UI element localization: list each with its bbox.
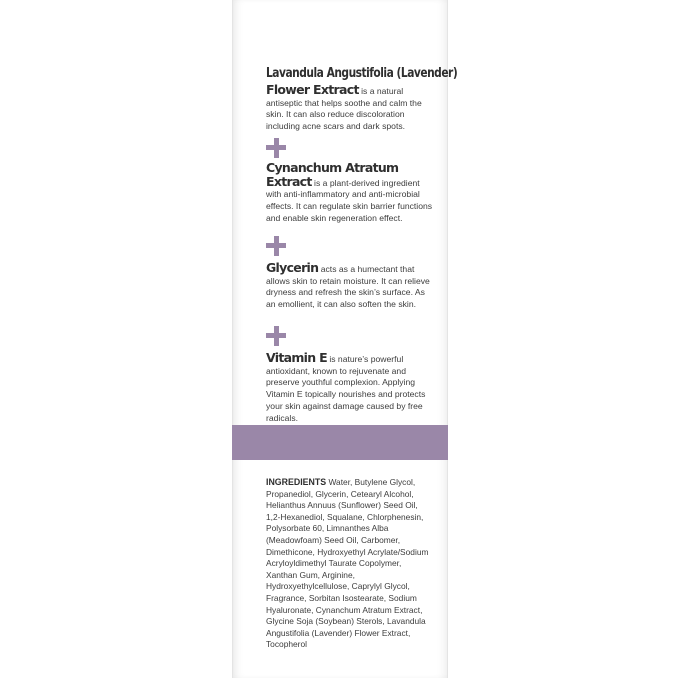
accent-band bbox=[232, 425, 448, 460]
plus-icon bbox=[266, 236, 286, 256]
ingredients-text: Water, Butylene Glycol, Propanediol, Glycerin, Cetearyl Alcohol, Helianthus Annuus (Sunflower) Seed Oil, 1,2-Hexanediol, Squalane, Chlorphenesin, Polysorbate 60, Limnanthes Alba (Meadowfoam) Seed Oil, Carbomer, Dimethicone, Hydroxyethyl Acrylate/Sodium Acryloyldimethyl Taurate Copolymer, Xanthan Gum, Arginine, Hydroxyethylcellulose, Caprylyl Glycol, Fragrance, Sorbitan Isostearate, Sodium Hyaluronate, Cynanchum Atratum Extract, Glycine Soja (Soybean) Sterols, Lavandula Angustifolia (Lavender) Flower Extract, Tocopherol bbox=[266, 477, 429, 650]
section-vitamin-e-text bbox=[266, 352, 434, 424]
plus-icon bbox=[266, 326, 286, 346]
section-glycerin-body: acts as a humectant that allows skin to retain moisture. It can relieve dryness and refresh the skin’s surface. As an emollient, it can also soften the skin. bbox=[266, 264, 430, 310]
box-edge-left bbox=[232, 0, 233, 678]
section-lavender-body: is a natural antiseptic that helps soothe and calm the skin. It can also reduce discoloration including acne scars and dark spots. bbox=[266, 86, 422, 132]
plus-icon bbox=[266, 138, 286, 158]
section-lavender bbox=[266, 64, 458, 133]
section-glycerin-lead: Glycerin bbox=[266, 260, 319, 275]
section-cynanchum-text bbox=[266, 162, 434, 225]
ingredients-label: INGREDIENTS bbox=[266, 477, 327, 487]
section-cynanchum-body: is a plant-derived ingredient with anti-inflammatory and anti-microbial effects. It can regulate skin barrier functions and enable skin regeneration effect. bbox=[266, 177, 433, 223]
section-vitamin-e-lead: Vitamin E bbox=[266, 350, 327, 365]
section-vitamin-e bbox=[266, 352, 434, 424]
ingredients-list bbox=[266, 477, 432, 651]
section-lavender-lead: Flower Extract bbox=[266, 82, 359, 97]
section-glycerin-text bbox=[266, 262, 434, 311]
section-cynanchum bbox=[266, 162, 434, 225]
section-lavender-heading: Lavandula Angustifolia (Lavender) bbox=[266, 66, 458, 81]
section-lavender-text bbox=[266, 84, 434, 133]
section-cynanchum-lead: Cynanchum Atratum Extract bbox=[266, 160, 399, 189]
section-glycerin bbox=[266, 262, 434, 311]
section-vitamin-e-body: is nature’s powerful antioxidant, known to rejuvenate and preserve youthful complexion. Applying Vitamin E topically nourishes and protects your skin against damage caused by free radicals. bbox=[266, 354, 426, 423]
box-edge-right bbox=[447, 0, 448, 678]
